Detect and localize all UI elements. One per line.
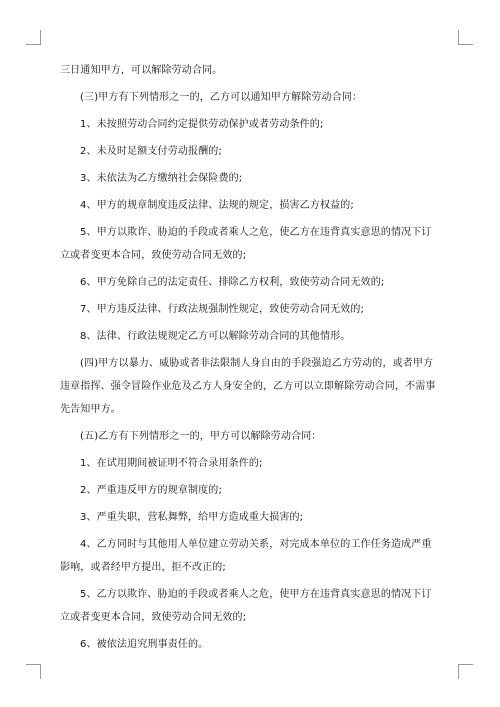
paragraph	[60, 303, 440, 316]
crop-mark-bottom-right	[458, 664, 473, 679]
paragraph	[60, 457, 440, 470]
paragraph-line: 影响，或者经甲方提出，拒不改正的;	[60, 562, 226, 573]
paragraph-line: 1、未按照劳动合同约定提供劳动保护或者劳动条件的;	[80, 119, 324, 130]
paragraph	[60, 511, 440, 524]
paragraph	[60, 145, 440, 158]
paragraph	[60, 588, 440, 624]
paragraph	[60, 330, 440, 343]
paragraph-line: 2、严重违反甲方的规章制度的;	[80, 485, 222, 496]
paragraph-line: 3、严重失职，营私舞弊，给甲方造成重大损害的;	[80, 512, 304, 523]
paragraph	[60, 91, 440, 104]
paragraph-line: (四)甲方以暴力、威胁或者非法限制人身自由的手段强迫乙方劳动的，或者甲方	[80, 358, 434, 369]
paragraph	[60, 226, 440, 262]
crop-mark-bottom-left	[26, 664, 41, 679]
paragraph-line: 4、乙方同时与其他用人单位建立劳动关系，对完成本单位的工作任务造成严重	[80, 539, 432, 550]
paragraph-line: 6、甲方免除自己的法定责任、排除乙方权利，致使劳动合同无效的;	[80, 277, 385, 288]
paragraph-line: (五)乙方有下列情形之一的，甲方可以解除劳动合同：	[80, 431, 322, 442]
paragraph-line: 5、甲方以欺诈、胁迫的手段或者乘人之危，使乙方在违背真实意思的情况下订	[80, 227, 432, 238]
paragraph	[60, 638, 440, 651]
paragraph-line: 先告知甲方。	[60, 404, 121, 415]
paragraph-line: 6、被依法追究刑事责任的。	[80, 639, 209, 650]
paragraph-line: 2、未及时足额支付劳动报酬的;	[80, 146, 222, 157]
paragraph-line: 3、未依法为乙方缴纳社会保险费的;	[80, 173, 243, 184]
paragraph-line: (三)甲方有下列情形之一的，乙方可以通知甲方解除劳动合同：	[80, 92, 363, 103]
paragraph	[60, 430, 440, 443]
paragraph-line: 8、法律、行政法规规定乙方可以解除劳动合同的其他情形。	[80, 331, 351, 342]
paragraph	[60, 484, 440, 497]
paragraph-line: 立或者变更本合同，致使劳动合同无效的;	[60, 250, 247, 261]
paragraph-line: 1、在试用期间被证明不符合录用条件的;	[80, 458, 263, 469]
paragraph	[60, 64, 440, 77]
paragraph-line: 三日通知甲方，可以解除劳动合同。	[60, 65, 223, 76]
paragraph	[60, 118, 440, 131]
paragraph-line: 5、乙方以欺诈、胁迫的手段或者乘人之危，使甲方在违背真实意思的情况下订	[80, 589, 432, 600]
paragraph-line: 立或者变更本合同，致使劳动合同无效的;	[60, 612, 247, 623]
paragraph	[60, 357, 440, 416]
paragraph	[60, 199, 440, 212]
document-body	[60, 64, 440, 665]
paragraph-line: 违章指挥、强令冒险作业危及乙方人身安全的，乙方可以立即解除劳动合同，不需事	[60, 381, 436, 392]
crop-mark-top-left	[26, 30, 41, 45]
paragraph	[60, 538, 440, 574]
crop-mark-top-right	[458, 30, 473, 45]
paragraph	[60, 276, 440, 289]
paragraph-line: 4、甲方的规章制度违反法律、法规的规定，损害乙方权益的;	[80, 200, 354, 211]
paragraph	[60, 172, 440, 185]
paragraph-line: 7、甲方违反法律、行政法规强制性规定，致使劳动合同无效的;	[80, 304, 365, 315]
